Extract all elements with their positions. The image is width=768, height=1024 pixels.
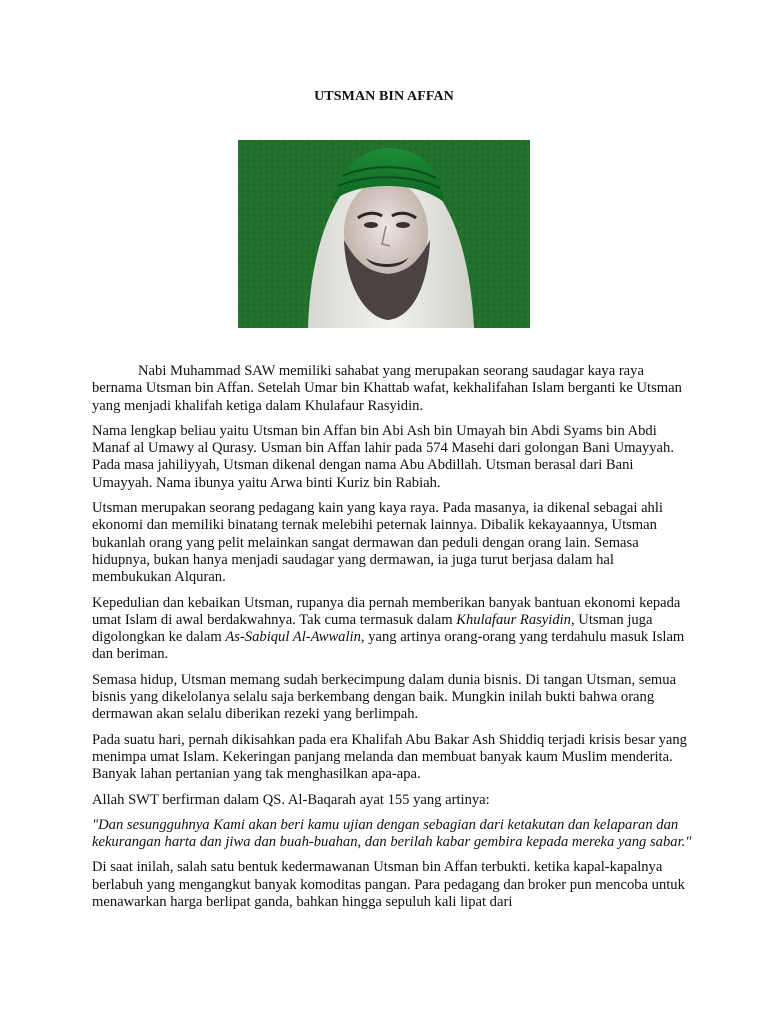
paragraph: Utsman merupakan seorang pedagang kain yang kaya raya. Pada masanya, ia dikenal sebagai ahli ekonomi dan memiliki binatang ternak melebihi peternak lainnya. Dibalik kekayaannya, Utsman bukanlah orang yang pelit melainkan sangat dermawan dan peduli dengan orang lain. Semasa hidupnya, bukan hanya menjadi saudagar yang dermawan, ia juga turut berjasa dalam hal membukukan Alquran. — [92, 500, 663, 586]
quran-quote: "Dan sesungguhnya Kami akan beri kamu ujian dengan sebagian dari ketakutan dan kelaparan dan kekurangan harta dan jiwa dan buah-buahan, dan berilah kabar gembira kepada mereka yang sabar." — [92, 816, 692, 851]
portrait-image — [238, 140, 530, 328]
emphasis-khulafaur-rasyidin: Khulafaur Rasyidin — [456, 611, 571, 628]
paragraph-text: , yang artinya orang-orang yang terdahulu masuk Islam dan beriman. — [92, 629, 685, 663]
paragraph: Nama lengkap beliau yaitu Utsman bin Affan bin Abi Ash bin Umayah bin Abdi Syams bin Abdi Manaf al Umawy al Qurasy. Usman bin Affan lahir pada 574 Masehi dari golongan Bani Umayyah. Pada masa jahiliyyah, Utsman dikenal dengan nama Abu Abdillah. Utsman berasal dari Bani Umayyah. Nama ibunya yaitu Arwa binti Kuriz bin Rabiah. — [92, 422, 674, 491]
paragraph: Semasa hidup, Utsman memang sudah berkecimpung dalam dunia bisnis. Di tangan Utsman, semua bisnis yang dikelolanya selalu saja berkembang dengan baik. Mungkin inilah bukti bahwa orang dermawan akan selalu diberikan rezeki yang berlimpah. — [92, 671, 677, 723]
paragraph-text: Kepedulian dan kebaikan Utsman, rupanya dia pernah memberikan banyak bantuan ekonomi kepada umat Islam di awal berdakwahnya. Tak cuma termasuk dalam — [92, 594, 681, 628]
paragraph: Di saat inilah, salah satu bentuk kedermawanan Utsman bin Affan terbukti. ketika kapal-kapalnya berlabuh yang mengangkut banyak komoditas pangan. Para pedagang dan broker pun mencoba untuk menawarkan harga berlipat ganda, bahkan hingga sepuluh kali lipat dari — [92, 859, 685, 911]
document-title: UTSMAN BIN AFFAN — [314, 89, 454, 104]
paragraph: Allah SWT berfirman dalam QS. Al-Baqarah ayat 155 yang artinya: — [92, 791, 490, 808]
paragraph: Pada suatu hari, pernah dikisahkan pada era Khalifah Abu Bakar Ash Shiddiq terjadi krisis besar yang menimpa umat Islam. Kekeringan panjang melanda dan membuat banyak kaum Muslim menderita. Banyak lahan pertanian yang tak menghasilkan apa-apa. — [92, 731, 687, 783]
paragraph — [92, 595, 692, 664]
emphasis-as-sabiqul: As-Sabiqul Al-Awwalin — [225, 629, 361, 646]
paragraph: Nabi Muhammad SAW memiliki sahabat yang merupakan seorang saudagar kaya raya bernama Utsman bin Affan. Setelah Umar bin Khattab wafat, kekhalifahan Islam berganti ke Utsman yang menjadi khalifah ketiga dalam Khulafaur Rasyidin. — [92, 363, 682, 414]
paragraph-text: , Utsman juga digolongkan ke dalam — [92, 611, 653, 646]
article-body — [92, 363, 692, 919]
